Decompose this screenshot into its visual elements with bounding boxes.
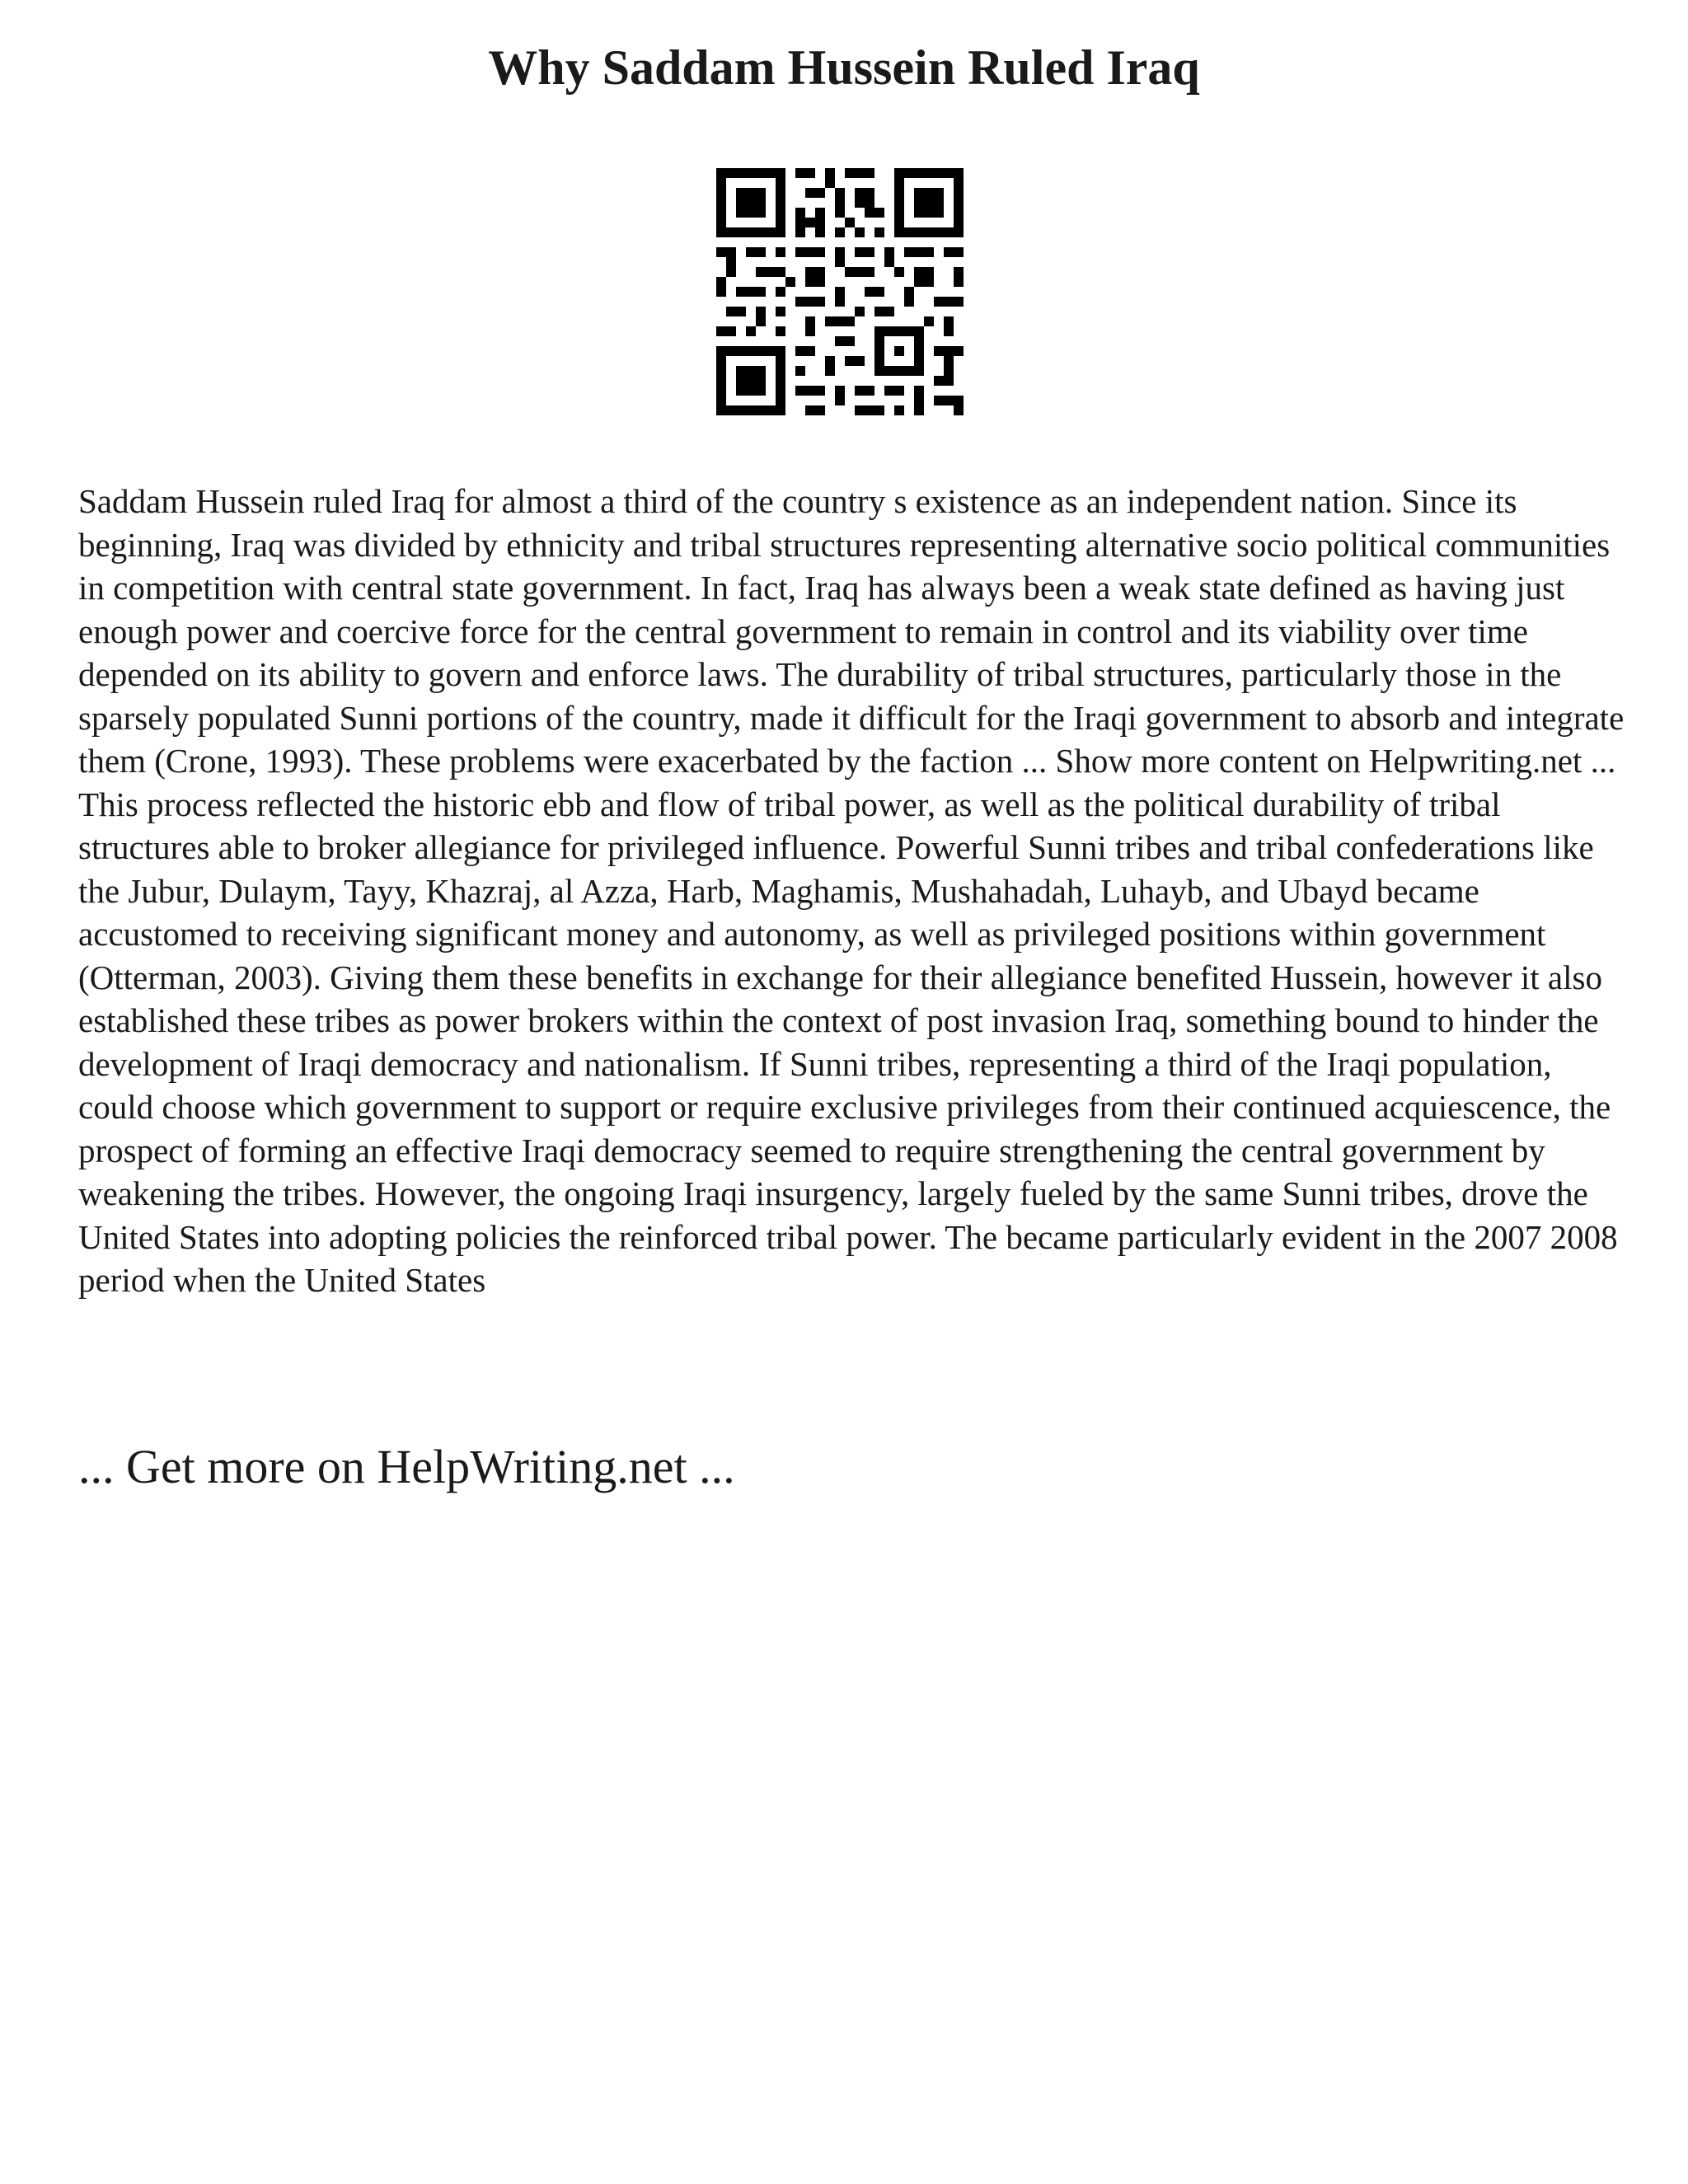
- article-body: [78, 480, 1628, 1302]
- qr-code-icon: [716, 168, 964, 415]
- paragraph: This process reflected the historic ebb and flow of tribal power, as well as the political durability of tribal structures able to broker allegiance for privileged influence. Powerful Sunni tribes and tribal confederations like the Jubur, Dulaym, Tayy, Khazraj, al Azza, Harb, Maghamis, Mushahadah, Luhayb, and Ubayd became accustomed to receiving significant money and autonomy, as well as privileged positions within government (Otterman, 2003). Giving them these benefits in exchange for their allegiance benefited Hussein, however it also established these tribes as power brokers within the context of post invasion Iraq, something bound to hinder the development of Iraqi democracy and nationalism. If Sunni tribes, representing a third of the Iraqi population, could choose which government to support or require exclusive privileges from their continued acquiescence, the prospect of forming an effective Iraqi democracy seemed to require strengthening the central government by weakening the tribes. However, the ongoing Iraqi insurgency, largely fueled by the same Sunni tribes, drove the United States into adopting policies the reinforced tribal power. The became particularly evident in the 2007 2008 period when the United States: [78, 785, 1618, 1299]
- paragraph: Saddam Hussein ruled Iraq for almost a third of the country s existence as an independent nation. Since its beginning, Iraq was divided by ethnicity and tribal structures representing alternative socio political communities in competition with central state government. In fact, Iraq has always been a weak state defined as having just enough power and coercive force for the central government to remain in control and its viability over time depended on its ability to govern and enforce laws. The durability of tribal structures, particularly those in the sparsely populated Sunni portions of the country, made it difficult for the Iraqi government to absorb and integrate them (Crone, 1993). These problems were exacerbated by the faction ... Show more content on Helpwriting.net ...: [78, 482, 1625, 780]
- get-more-link[interactable]: ... Get more on HelpWriting.net ...: [78, 1440, 735, 1493]
- page-title: Why Saddam Hussein Ruled Iraq: [488, 40, 1200, 95]
